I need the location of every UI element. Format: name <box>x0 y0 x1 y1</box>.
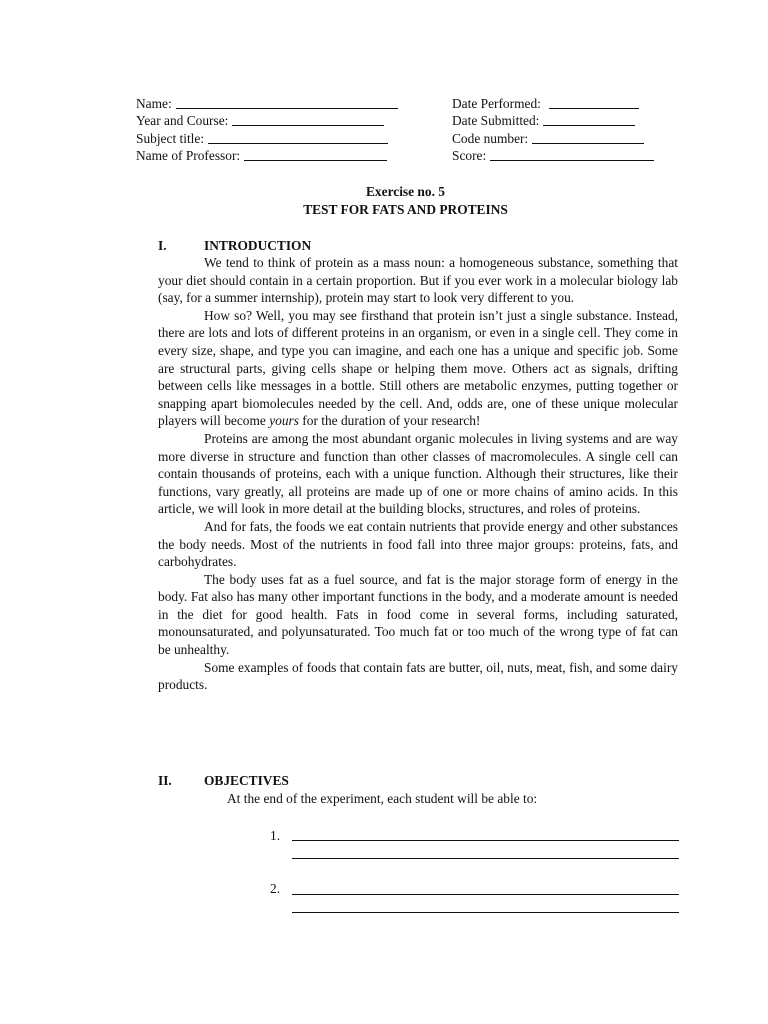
intro-paragraph-5: The body uses fat as a fuel source, and fat is the major storage form of energy in the body. Fat also has many other important functions in the body, and a moderate amount is needed in the diet for good health. Fats in food come in several forms, including saturated, monounsaturated, and polyunsaturated. Too much fat or too much of the wrong type of fat can be unhealthy. <box>158 571 678 658</box>
section-number: II. <box>158 773 172 788</box>
objective-1-line-1[interactable] <box>292 840 679 841</box>
objective-2-line-2[interactable] <box>292 912 679 913</box>
professor-label: Name of Professor: <box>136 148 241 163</box>
subject-title-row <box>136 130 388 147</box>
subject-title-blank[interactable] <box>208 130 388 144</box>
date-submitted-row <box>452 112 635 129</box>
subject-title-label: Subject title: <box>136 131 205 146</box>
emphasis-yours: yours <box>269 413 299 429</box>
section-title: INTRODUCTION <box>204 238 312 253</box>
introduction-body <box>158 254 678 694</box>
code-number-blank[interactable] <box>532 130 644 144</box>
year-course-blank[interactable] <box>232 112 384 126</box>
objective-number-2: 2. <box>270 881 281 896</box>
code-number-row <box>452 130 644 147</box>
objectives-intro: At the end of the experiment, each student will be able to: <box>227 791 538 806</box>
date-submitted-label: Date Submitted: <box>452 113 540 128</box>
name-blank[interactable] <box>176 95 398 109</box>
code-number-label: Code number: <box>452 131 529 146</box>
professor-row <box>136 147 387 164</box>
name-row <box>136 95 398 112</box>
date-submitted-blank[interactable] <box>543 112 635 126</box>
score-label: Score: <box>452 148 487 163</box>
exercise-title: TEST FOR FATS AND PROTEINS <box>303 202 508 217</box>
score-row <box>452 147 654 164</box>
score-blank[interactable] <box>490 147 654 161</box>
objective-1-line-2[interactable] <box>292 858 679 859</box>
name-label: Name: <box>136 96 172 111</box>
date-performed-blank[interactable] <box>549 95 639 109</box>
year-course-row <box>136 112 384 129</box>
intro-paragraph-1: We tend to think of protein as a mass noun: a homogeneous substance, something that your diet should contain in a certain proportion. But if you ever work in a molecular biology lab (say, for a summer internship), protein may start to look very different to you. <box>158 255 678 306</box>
professor-blank[interactable] <box>244 147 387 161</box>
objective-2-line-1[interactable] <box>292 894 679 895</box>
section-number: I. <box>158 238 167 253</box>
intro-paragraph-2: How so? Well, you may see firsthand that protein isn’t just a single substance. Instead, there are lots and lots of different proteins in an organism, or even in a single cell. They come in every size, shape, and type you can imagine, and each one has a unique and specific job. Some are structural parts, giving cells shape or helping them move. Others act as signals, drifting between cells like messages in a bottle. Still others are metabolic enzymes, putting together or snapping apart biomolecules needed by the cell. And, odds are, one of these unique molecular players will become yours for the duration of your research! <box>158 307 678 429</box>
intro-paragraph-4: And for fats, the foods we eat contain nutrients that provide energy and other substances the body needs. Most of the nutrients in food fall into three major groups: proteins, fats, and carbohydrates. <box>158 518 678 570</box>
year-course-label: Year and Course: <box>136 113 229 128</box>
section-title: OBJECTIVES <box>204 773 289 788</box>
intro-paragraph-6: Some examples of foods that contain fats are butter, oil, nuts, meat, fish, and some dairy products. <box>158 659 678 693</box>
date-performed-label: Date Performed: <box>452 96 541 111</box>
date-performed-row <box>452 95 639 112</box>
objective-number-1: 1. <box>270 828 281 843</box>
intro-paragraph-3: Proteins are among the most abundant organic molecules in living systems and are way more diverse in structure and function than other classes of macromolecules. A single cell can contain thousands of proteins, each with a unique function. Although their structures, like their functions, vary greatly, all proteins are made up of one or more chains of amino acids. In this article, we will look in more detail at the building blocks, structures, and roles of proteins. <box>158 430 678 517</box>
exercise-number: Exercise no. 5 <box>366 184 445 199</box>
